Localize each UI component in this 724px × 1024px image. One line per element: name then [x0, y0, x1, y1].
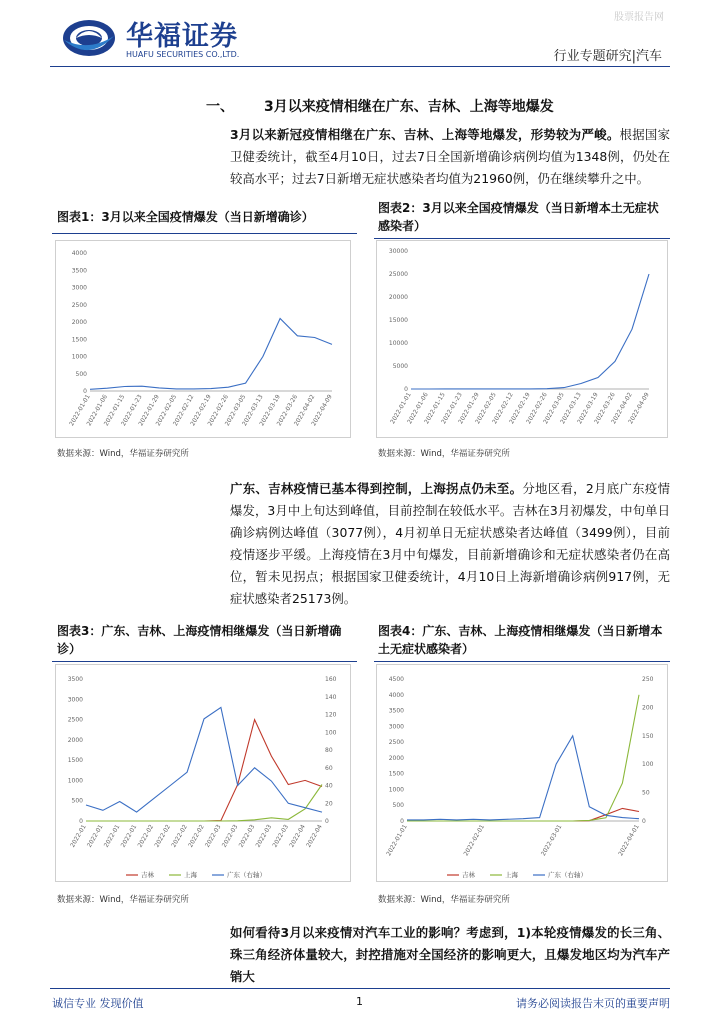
y-tick-label: 3000 [71, 284, 87, 292]
x-tick-label: 2022-02 [153, 823, 173, 849]
x-tick-label: 2022-02 [170, 823, 189, 849]
y2-tick-label: 50 [642, 789, 650, 797]
header-divider [50, 66, 670, 67]
y-tick-label: 0 [79, 818, 83, 825]
x-tick-label: 2022-04-09 [310, 393, 334, 428]
x-tick-label: 2022-03 [271, 823, 291, 849]
y2-tick-label: 40 [325, 782, 333, 790]
figure-2-svg [377, 241, 669, 439]
paragraph-2 [230, 478, 670, 610]
footer-divider [50, 988, 670, 989]
x-tick-label: 2022-02-12 [491, 391, 515, 426]
series-line-上海 [407, 695, 639, 821]
page-number: 1 [356, 995, 363, 1008]
paragraph-2-lead: 广东、吉林疫情已基本得到控制，上海拐点仍未至。 [230, 481, 523, 496]
y-tick-label: 2000 [71, 319, 87, 326]
x-tick-label: 2022-01-01 [385, 823, 409, 858]
x-tick-label: 2022-01-01 [389, 391, 413, 426]
figure-2-source: 数据来源：Wind，华福证券研究所 [378, 449, 510, 459]
y-tick-label: 4000 [388, 691, 404, 699]
x-tick-label: 2022-01-23 [120, 393, 144, 428]
y-tick-label: 0 [404, 386, 408, 393]
y-tick-label: 0 [83, 388, 87, 395]
x-tick-label: 2022-01-01 [68, 393, 92, 428]
series-line-main [90, 319, 332, 390]
figure-4-svg [377, 665, 669, 883]
x-tick-label: 2022-01-29 [137, 393, 161, 428]
section-number: 一、 [206, 99, 234, 115]
x-tick-label: 2022-03-13 [241, 393, 265, 428]
watermark: 股票报告网 [614, 12, 664, 23]
y2-tick-label: 20 [325, 800, 333, 808]
paragraph-1 [230, 124, 670, 190]
figure-3-title: 图表3：广东、吉林、上海疫情相继爆发（当日新增确诊） [57, 624, 342, 656]
footer-slogan: 诚信专业 发现价值 [52, 997, 144, 1010]
legend-label: 吉林 [141, 871, 154, 879]
y2-tick-label: 200 [642, 704, 654, 712]
y-tick-label: 20000 [388, 294, 408, 301]
x-tick-label: 2022-04-01 [617, 823, 641, 858]
x-tick-label: 2022-03-01 [539, 823, 564, 858]
x-tick-label: 2022-03-13 [559, 391, 583, 426]
x-tick-label: 2022-03-26 [275, 393, 300, 428]
x-tick-label: 2022-04-09 [627, 391, 651, 426]
figure-3-svg [56, 665, 352, 883]
x-tick-label: 2022-01 [69, 823, 88, 849]
figure-1-title: 图表1：3月以来全国疫情爆发（当日新增确诊） [57, 210, 314, 224]
legend-label: 上海 [505, 871, 518, 879]
section-title [206, 96, 554, 116]
brand-name-en: HUAFU SECURITIES CO.,LTD. [126, 50, 240, 59]
x-tick-label: 2022-03 [220, 823, 240, 849]
figure-3-chart [55, 664, 351, 882]
paragraph-1-lead: 3月以来新冠疫情相继在广东、吉林、上海等地爆发，形势较为严峻。 [230, 127, 620, 142]
series-line-广东（右轴） [407, 736, 639, 820]
x-tick-label: 2022-02-12 [171, 393, 196, 428]
figure-3-rule [52, 661, 357, 662]
x-tick-label: 2022-02 [136, 823, 156, 849]
y-tick-label: 10000 [388, 340, 408, 347]
y2-tick-label: 100 [642, 761, 654, 769]
x-tick-label: 2022-03 [254, 823, 274, 849]
y-tick-label: 25000 [388, 271, 408, 278]
x-tick-label: 2022-01-23 [440, 391, 464, 426]
y2-tick-label: 150 [642, 732, 654, 740]
y-tick-label: 500 [75, 370, 87, 378]
legend-label: 广东（右轴） [227, 871, 266, 879]
x-tick-label: 2022-03-05 [223, 393, 248, 428]
series-line-吉林 [86, 720, 322, 821]
y-tick-label: 2500 [67, 716, 83, 724]
figure-2-rule [374, 238, 670, 239]
x-tick-label: 2022-03 [203, 823, 223, 849]
x-tick-label: 2022-01 [119, 823, 139, 849]
x-tick-label: 2022-02-26 [525, 391, 549, 426]
x-tick-label: 2022-02-19 [508, 391, 532, 426]
x-tick-label: 2022-02-19 [189, 393, 213, 428]
y-tick-label: 30000 [388, 248, 408, 255]
y-tick-label: 2500 [71, 301, 87, 309]
series-line-main [411, 274, 649, 389]
y-tick-label: 1500 [67, 757, 83, 765]
x-tick-label: 2022-01-06 [85, 393, 110, 428]
y-tick-label: 4500 [388, 676, 404, 683]
y-tick-label: 0 [400, 818, 404, 825]
figure-4-source: 数据来源：Wind，华福证券研究所 [378, 895, 510, 905]
y-tick-label: 4000 [71, 250, 87, 257]
x-tick-label: 2022-03-05 [542, 391, 566, 426]
y-tick-label: 3000 [388, 723, 404, 731]
legend-label: 吉林 [462, 871, 475, 879]
x-tick-label: 2022-04-02 [610, 391, 634, 426]
y-tick-label: 5000 [392, 363, 408, 370]
x-tick-label: 2022-01 [102, 823, 122, 849]
y-tick-label: 1000 [388, 786, 404, 794]
figure-1-chart [55, 240, 351, 438]
x-tick-label: 2022-03-19 [576, 391, 600, 426]
y-tick-label: 3500 [71, 267, 87, 275]
x-tick-label: 2022-01-29 [457, 391, 481, 426]
figure-1-svg [56, 241, 352, 439]
y2-tick-label: 160 [325, 676, 337, 683]
y-tick-label: 3500 [67, 676, 83, 683]
x-tick-label: 2022-03 [237, 823, 257, 849]
x-tick-label: 2022-02-05 [474, 391, 498, 426]
paragraph-3 [230, 922, 670, 988]
figure-1-source: 数据来源：Wind，华福证券研究所 [57, 449, 189, 459]
y2-tick-label: 60 [325, 764, 333, 772]
y2-tick-label: 120 [325, 711, 337, 719]
x-tick-label: 2022-01 [85, 823, 105, 849]
figure-3-source: 数据来源：Wind，华福证券研究所 [57, 895, 189, 905]
figure-2-title: 图表2：3月以来全国疫情爆发（当日新增本土无症状感染者） [378, 201, 659, 233]
section-heading: 3月以来疫情相继在广东、吉林、上海等地爆发 [264, 99, 554, 115]
x-tick-label: 2022-04 [288, 823, 307, 849]
y-tick-label: 1500 [71, 336, 87, 344]
y-tick-label: 2000 [388, 754, 404, 762]
legend-label: 广东（右轴） [548, 871, 587, 879]
y2-tick-label: 140 [325, 693, 337, 701]
x-tick-label: 2022-04-02 [292, 393, 317, 428]
y-tick-label: 1000 [67, 777, 83, 785]
y-tick-label: 3500 [388, 707, 404, 715]
brand-name-cn: 华福证券 [126, 21, 238, 52]
x-tick-label: 2022-04 [305, 823, 324, 849]
y-tick-label: 1500 [388, 770, 404, 778]
y-tick-label: 2000 [67, 736, 83, 744]
y-tick-label: 500 [392, 802, 404, 810]
paragraph-3-lead: 如何看待3月以来疫情对汽车工业的影响？考虑到，1)本轮疫情爆发的长三角、珠三角经济体量较大，封控措施对全国经济的影响更大，且爆发地区均为汽车产销大 [230, 925, 670, 984]
y-tick-label: 1000 [71, 353, 87, 361]
huafu-logo-icon [62, 18, 116, 58]
x-tick-label: 2022-01-06 [406, 391, 430, 426]
figure-1-rule [52, 233, 357, 234]
x-tick-label: 2022-01-15 [102, 393, 127, 428]
y2-tick-label: 0 [642, 818, 646, 825]
series-line-广东（右轴） [86, 707, 322, 812]
y-tick-label: 500 [71, 797, 83, 805]
footer-disclaimer: 请务必阅读报告末页的重要声明 [516, 997, 670, 1010]
y2-tick-label: 80 [325, 747, 333, 754]
x-tick-label: 2022-03-19 [258, 393, 282, 428]
legend-label: 上海 [184, 871, 197, 879]
y2-tick-label: 250 [642, 676, 654, 683]
paragraph-2-body: 分地区看，2月底广东疫情爆发，3月中上旬达到峰值，目前控制在较低水平。吉林在3月初爆发，中旬单日确诊病例达峰值（3077例），4月初单日无症状感染者达峰值（3499例），目前疫情逐步平缓。上海疫情在3月中旬爆发，目前新增确诊和无症状感染者仍在高位，暂未见拐点；根据国家卫健委统计，4月10日上海新增确诊病例917例，无症状感染者25173例。 [230, 481, 670, 606]
paragraph-1-body: 根据国家卫健委统计，截至4月10日，过去7日全国新增确诊病例均值为1348例，仍处在较高水平；过去7日新增无症状感染者均值为21960例，仍在继续攀升之中。 [230, 127, 670, 186]
x-tick-label: 2022-02-01 [462, 823, 487, 858]
figure-4-rule [374, 661, 670, 662]
x-tick-label: 2022-02-26 [206, 393, 231, 428]
report-type: 行业专题研究|汽车 [553, 49, 662, 64]
y-tick-label: 3000 [67, 696, 83, 704]
y-tick-label: 2500 [388, 739, 404, 747]
figure-4-chart [376, 664, 668, 882]
figure-2-chart [376, 240, 668, 438]
x-tick-label: 2022-02-05 [154, 393, 179, 428]
x-tick-label: 2022-02 [187, 823, 206, 849]
report-header [62, 14, 662, 66]
y2-tick-label: 0 [325, 818, 329, 825]
y2-tick-label: 100 [325, 729, 337, 737]
x-tick-label: 2022-01-15 [423, 391, 447, 426]
x-tick-label: 2022-03-26 [593, 391, 617, 426]
y-tick-label: 15000 [388, 317, 408, 324]
figure-4-title: 图表4：广东、吉林、上海疫情相继爆发（当日新增本土无症状感染者） [378, 624, 663, 656]
